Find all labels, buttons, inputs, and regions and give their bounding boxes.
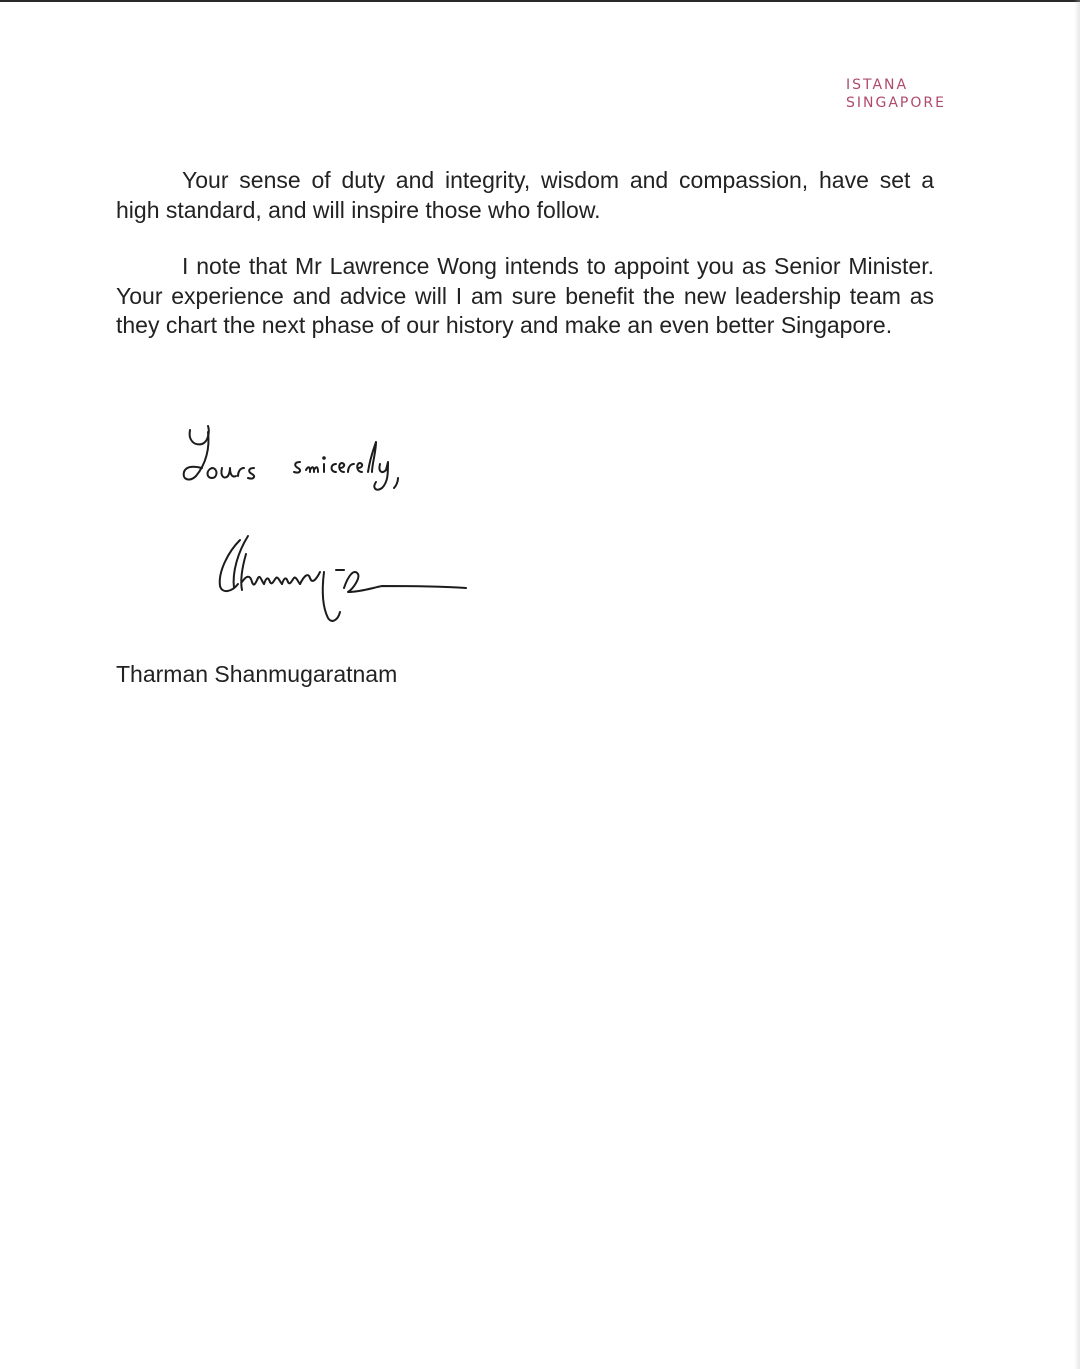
page-edge-shadow <box>1074 0 1080 1369</box>
letterhead-line-istana: ISTANA <box>846 77 909 93</box>
signature <box>212 532 482 632</box>
letterhead <box>846 76 986 112</box>
handwritten-closing <box>176 418 436 498</box>
letterhead-line-singapore: SINGAPORE <box>846 95 946 111</box>
letter-paragraph-1: Your sense of duty and integrity, wisdom and compassion, have set a high standard, and will inspire those who follow. <box>116 167 934 223</box>
letter-paragraph-2: I note that Mr Lawrence Wong intends to appoint you as Senior Minister. Your experience and advice will I am sure benefit the new leadership team as they chart the next phase of our history and make an even better Singapore. <box>116 253 934 338</box>
signatory-name: Tharman Shanmugaratnam <box>116 661 398 687</box>
page-top-border <box>0 0 1080 2</box>
